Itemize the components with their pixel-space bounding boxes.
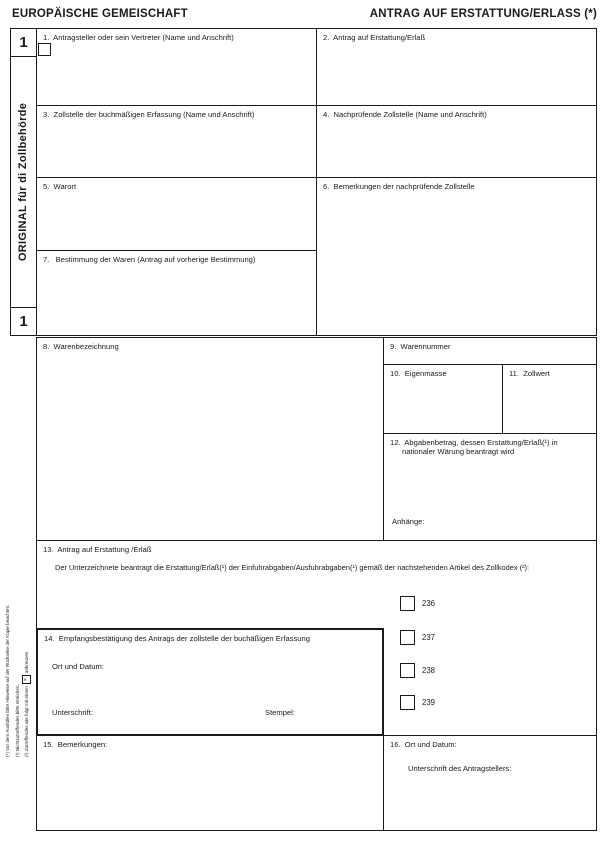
field-8-label: 8. Warenbezeichnung bbox=[43, 342, 119, 351]
article-238-checkbox[interactable] bbox=[400, 663, 415, 678]
field-15-label: 15. Bemerkungen: bbox=[43, 740, 108, 749]
field-6-remarks-verifying-office bbox=[316, 177, 597, 336]
article-236-label: 236 bbox=[422, 599, 436, 608]
copy-designation-strip bbox=[10, 56, 37, 308]
field-9-goods-number bbox=[383, 337, 597, 365]
field-8-goods-description bbox=[36, 337, 384, 541]
attachments-label: Anhänge: bbox=[392, 517, 425, 526]
field-11-label: 11. Zollwert bbox=[509, 369, 550, 378]
field-11-customs-value bbox=[502, 364, 597, 434]
field-5-label: 5. Warort bbox=[43, 182, 77, 191]
field-13-label: 13. Antrag auf Erstattung /Erlaß bbox=[43, 545, 152, 554]
field-9-label: 9. Warennummer bbox=[390, 342, 451, 351]
field-16-label: 16. Ort und Datum: bbox=[390, 740, 457, 749]
footnote-2-prefix: (²) Zutreffendes wie folgt mit einem bbox=[24, 686, 29, 757]
field-12-duty-amount bbox=[383, 433, 597, 541]
field-7-goods-destination bbox=[36, 250, 317, 336]
field-10-label: 10. Eigenmasse bbox=[390, 369, 447, 378]
checked-box-example-icon: × bbox=[22, 675, 31, 684]
field-6-label: 6. Bemerkungen der nachprüfende Zollstelle bbox=[323, 182, 475, 191]
field-16-signature-label: Unterschrift des Antragstellers: bbox=[408, 764, 512, 773]
copy-number-bottom: 1 bbox=[10, 307, 37, 336]
copy-number-top: 1 bbox=[10, 28, 37, 57]
article-237-checkbox[interactable] bbox=[400, 630, 415, 645]
field-14-stamp-label: Stempel: bbox=[265, 708, 295, 717]
form-title: ANTRAG AUF ERSTATTUNG/ERLASS (*) bbox=[369, 8, 597, 20]
field-1-applicant bbox=[36, 28, 317, 106]
field-2-label: 2. Antrag auf Erstattung/Erlaß bbox=[323, 33, 426, 42]
article-236-row bbox=[400, 596, 435, 611]
field-14-place-date-label: Ort und Datum: bbox=[52, 662, 104, 671]
article-239-checkbox[interactable] bbox=[400, 695, 415, 710]
field-4-label: 4. Nachprüfende Zollstelle (Name und Anschrift) bbox=[323, 110, 487, 119]
footnote-asterisk: (*) Vor dem Ausfüllen bitte Hinweise auf der Rückseite der Kopie beachten. bbox=[5, 604, 10, 757]
applicant-checkbox[interactable] bbox=[38, 43, 51, 56]
footnotes bbox=[3, 604, 33, 757]
article-238-label: 238 bbox=[422, 666, 436, 675]
field-1-label: 1. Antragsteller oder sein Vertreter (Name und Anschrift) bbox=[43, 33, 234, 42]
footnote-2-suffix: ankreuzen. bbox=[24, 650, 29, 674]
copy-designation-label: ORIGINAL für di Zollbehörde bbox=[17, 102, 30, 262]
field-5-goods-location bbox=[36, 177, 317, 251]
article-239-row bbox=[400, 695, 435, 710]
field-16-place-date-signature bbox=[383, 735, 597, 831]
footnote-2 bbox=[22, 612, 32, 757]
field-7-label: 7. Bestimmung der Waren (Antrag auf vorherige Bestimmung) bbox=[43, 255, 256, 264]
field-15-remarks bbox=[36, 735, 384, 831]
field-3-label: 3. Zollstelle der buchmäßigen Erfassung (Name und Anschrift) bbox=[43, 110, 255, 119]
field-14-receipt-confirmation bbox=[36, 628, 384, 736]
field-2-application bbox=[316, 28, 597, 106]
field-14-signature-label: Unterschrift: bbox=[52, 708, 93, 717]
article-237-row bbox=[400, 630, 435, 645]
community-title: EUROPÄISCHE GEMEISCHAFT bbox=[12, 8, 188, 20]
field-10-net-mass bbox=[383, 364, 503, 434]
article-236-checkbox[interactable] bbox=[400, 596, 415, 611]
article-237-label: 237 bbox=[422, 633, 436, 642]
field-4-verifying-customs-office bbox=[316, 105, 597, 178]
field-13-declaration-text: Der Unterzeichnete beantragt die Erstattung/Erlaß(¹) der Einfuhrabgaben/Ausfuhrabgaben(¹) gemäß der nachstehenden Artikel des Zollkodex (²): bbox=[55, 563, 530, 572]
field-3-customs-office-entry bbox=[36, 105, 317, 178]
footnote-1: (¹) Nichtzutreffendes bitte streichen. bbox=[14, 684, 20, 757]
field-12-label: 12. Abgabenbetrag, dessen Erstattung/Erlaß(¹) in nationaler Wärung beantragt wird bbox=[390, 438, 560, 456]
field-14-label: 14. Empfangsbestätigung des Antrags der zollstelle der buchäßigen Erfassung bbox=[44, 634, 310, 643]
article-239-label: 239 bbox=[422, 698, 436, 707]
article-238-row bbox=[400, 663, 435, 678]
